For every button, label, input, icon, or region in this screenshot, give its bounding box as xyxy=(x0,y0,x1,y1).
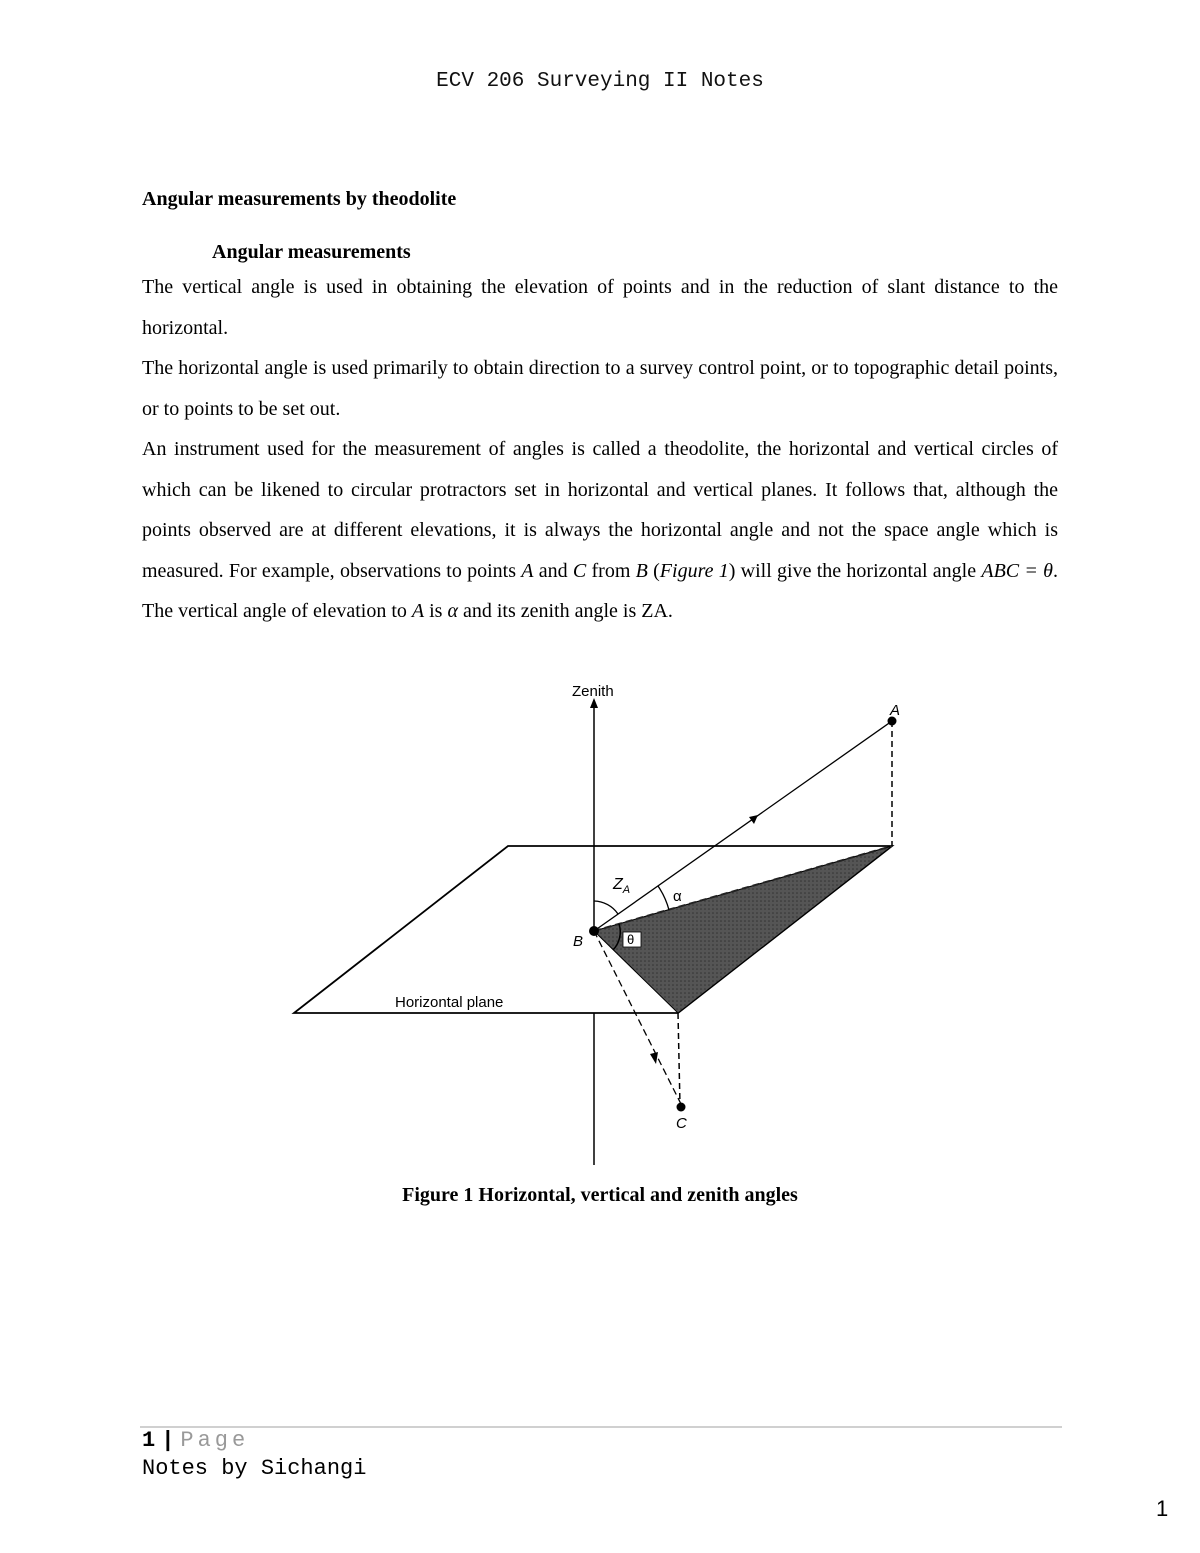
p3-alpha: α xyxy=(447,600,458,622)
corner-page-number: 1 xyxy=(1156,1496,1169,1521)
main-content xyxy=(142,188,1058,632)
label-theta: θ xyxy=(627,932,635,947)
line-ba-arrow xyxy=(749,815,758,824)
document-header: ECV 206 Surveying II Notes xyxy=(436,70,764,93)
p3-tail: and its zenith angle is ZA. xyxy=(457,600,673,622)
label-b: B xyxy=(573,933,584,950)
p3-point-c: C xyxy=(572,559,587,582)
vertical-dash-c xyxy=(678,1013,680,1106)
page-separator: | xyxy=(161,1428,175,1453)
angles-diagram-svg xyxy=(280,676,920,1176)
p3-point-a: A xyxy=(521,559,534,582)
p3-mid: . The vertical angle of elevation to xyxy=(142,559,1058,622)
label-alpha: α xyxy=(673,888,682,905)
footer-page-number xyxy=(142,1428,249,1453)
page-number: 1 xyxy=(142,1428,156,1453)
page-word: Page xyxy=(180,1428,250,1453)
label-horizontal-plane: Horizontal plane xyxy=(395,994,504,1011)
paragraph-horizontal-angle: The horizontal angle is used primarily to obtain direction to a survey control point, or to topographic detail points, or to points to be set out. xyxy=(142,357,1058,420)
alpha-angle-arc xyxy=(658,886,669,910)
paragraph-vertical-angle: The vertical angle is used in obtaining the elevation of points and in the reduction of slant distance to the horizontal. xyxy=(142,276,1058,339)
p3-figure-ref: Figure 1 xyxy=(659,559,729,582)
label-a: A xyxy=(890,702,901,719)
p3-and: and xyxy=(533,559,573,582)
paragraph-theodolite xyxy=(142,429,1058,632)
line-bc-arrow xyxy=(650,1052,658,1064)
p3-is: is xyxy=(424,600,448,622)
label-zenith: Zenith xyxy=(572,683,614,700)
point-c xyxy=(677,1103,686,1112)
p3-angle-abc: ABC = θ xyxy=(981,559,1053,582)
point-b xyxy=(589,926,599,936)
label-za-main: Z xyxy=(613,876,623,893)
p3-close: ) will give the horizontal angle xyxy=(728,559,982,582)
p3-point-a2: A xyxy=(411,600,425,622)
p3-open: ( xyxy=(647,559,660,582)
label-za-sub: A xyxy=(622,884,631,896)
figure-caption: Figure 1 Horizontal, vertical and zenith angles xyxy=(402,1184,798,1206)
theta-triangle xyxy=(594,846,892,1013)
footer-divider xyxy=(140,1426,1062,1428)
section-title: Angular measurements by theodolite xyxy=(142,188,457,210)
subsection-title: Angular measurements xyxy=(212,241,411,263)
footer-author: Notes by Sichangi xyxy=(142,1456,367,1481)
p3-point-b: B xyxy=(635,559,648,582)
p3-lead: An instrument used for the measurement of angles is called a theodolite, the horizontal and vertical circles of which can be likened to circular protractors set in horizontal and vertical planes. It follows that, although the points observed are at different elevations, it is always the horizontal angle and not the space angle which is measured. For example, observations to points xyxy=(142,438,1058,582)
label-za xyxy=(612,876,630,896)
figure-angles-diagram xyxy=(280,676,920,1176)
p3-from: from xyxy=(586,559,636,582)
zenith-angle-arc xyxy=(594,901,618,914)
label-c: C xyxy=(676,1115,687,1132)
